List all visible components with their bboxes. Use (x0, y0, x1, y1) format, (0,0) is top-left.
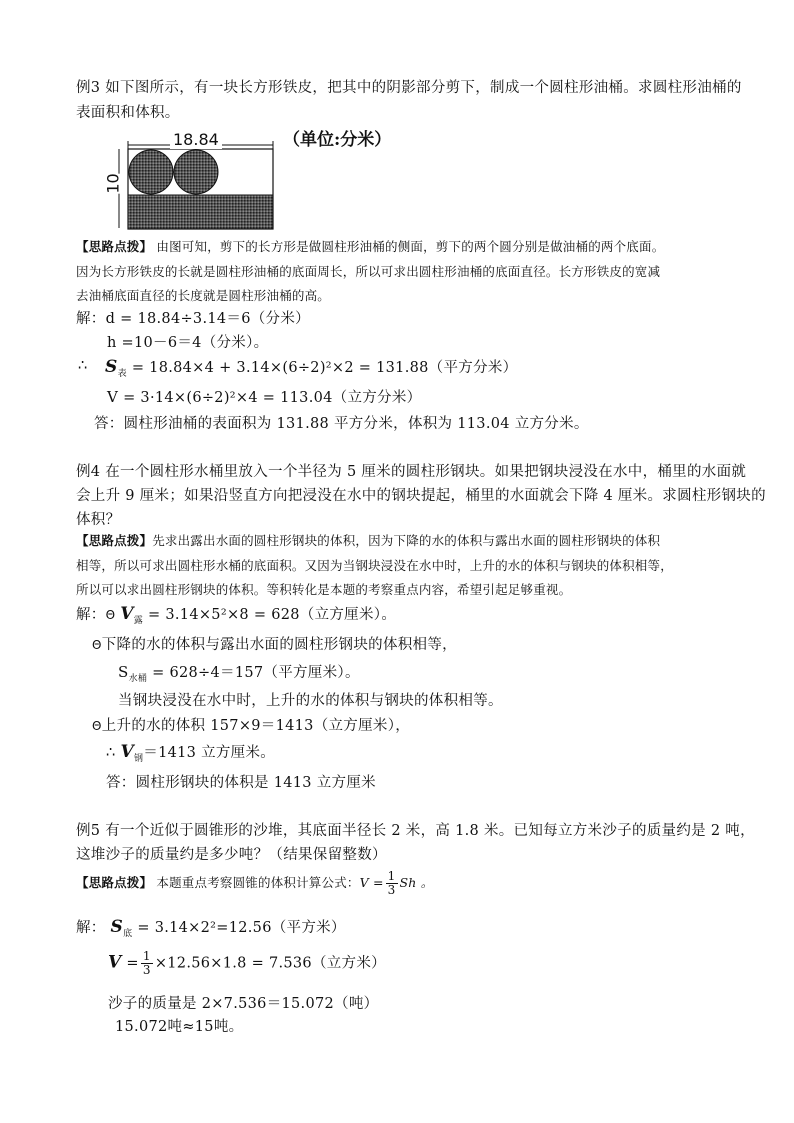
ex5-hint-label: 【思路点拨】 (76, 875, 153, 890)
ex4-solution-line6 (106, 741, 275, 764)
ex3-hint-line2: 因为长方形铁皮的长就是圆柱形油桶的底面周长，所以可求出圆柱形油桶的底面直径。长方形铁皮的宽减 (76, 264, 661, 279)
ex4-v-subscript: 露 (133, 615, 144, 626)
ex3-solution-surface (105, 356, 517, 379)
ex5-v-symbol: V (108, 952, 122, 973)
ex3-therefore-symbol: ∴ (78, 358, 88, 374)
ex5-v-expression: ×12.56×1.8 = 7.536（立方米） (154, 955, 386, 972)
ex4-hint-label: 【思路点拨】 (76, 533, 153, 548)
ex4-answer: 答：圆柱形钢块的体积是 1413 立方厘米 (106, 775, 376, 791)
ex5-v-fraction (141, 950, 153, 977)
ex5-hint-line1 (76, 870, 433, 897)
ex3-problem-line2: 表面积和体积。 (76, 105, 180, 121)
ex4-bullet-1: Θ (105, 608, 116, 622)
ex4-v2-expression: ＝1413 立方厘米。 (143, 745, 276, 761)
ex3-answer: 答：圆柱形油桶的表面积为 131.88 平方分米，体积为 113.04 立方分米。 (94, 416, 589, 432)
ex3-hint-line1 (76, 237, 664, 255)
ex4-hint-line2: 相等，所以可求出圆柱形水桶的底面积。又因为当钢块浸没在水中时，上升的水的体积与钢块的体积相等， (76, 558, 673, 573)
ex4-hint-line1 (76, 531, 660, 549)
ex4-s-symbol: S (118, 663, 129, 681)
ex5-v-denominator: 3 (142, 963, 151, 977)
ex5-problem-line2: 这堆沙子的质量约是多少吨？（结果保留整数） (76, 847, 387, 863)
ex5-formula-denominator: 3 (387, 883, 396, 897)
ex3-solution-d: d = 18.84÷3.14＝6（分米） (105, 311, 310, 327)
ex4-solution-line5 (92, 714, 410, 735)
ex3-v-symbol: V (107, 388, 119, 406)
ex4-bullet-2: Θ (92, 638, 102, 652)
ex4-solution-line1 (76, 603, 396, 626)
ex3-figure-width-label: 18.84 (170, 130, 222, 149)
ex5-solution-label: 解： (76, 920, 106, 936)
ex3-figure-unit: （单位:分米） (283, 130, 392, 150)
ex4-v-symbol: V (120, 604, 134, 624)
ex4-v2-subscript: 钢 (133, 753, 144, 764)
ex4-solution-text2: 下降的水的体积与露出水面的圆柱形钢块的体积相等， (101, 637, 457, 653)
ex4-solution-text5: 上升的水的体积 157×9＝1413（立方厘米）， (101, 718, 411, 734)
ex3-figure-height-label: 10 (103, 173, 123, 194)
ex5-s-expression: = 3.14×2²=12.56（平方米） (137, 920, 346, 936)
ex5-s-subscript: 底 (123, 928, 133, 939)
ex4-therefore-symbol: ∴ (106, 745, 116, 761)
ex5-formula-numerator: 1 (387, 869, 396, 883)
ex4-solution-line3 (118, 661, 360, 684)
ex3-hint-line3: 去油桶底面直径的长度就是圆柱形油桶的高。 (76, 288, 331, 303)
ex4-solution-line4: 当钢块浸没在水中时，上升的水的体积与钢块的体积相等。 (118, 693, 503, 709)
ex5-v-numerator: 1 (142, 949, 151, 963)
ex3-solution-label: 解： (76, 311, 106, 327)
ex5-solution-line4: 15.072吨≈15吨。 (115, 1019, 244, 1035)
ex5-s-symbol: S (110, 917, 124, 937)
ex4-v2-symbol: V (120, 742, 134, 762)
ex3-s-symbol: S (105, 357, 118, 377)
ex4-solution-label: 解： (76, 607, 106, 623)
ex4-v-expression: = 3.14×5²×8 = 628（立方厘米）。 (148, 607, 397, 623)
ex4-hint-line3: 所以可以求出圆柱形钢块的体积。等积转化是本题的考察重点内容，希望引起足够重视。 (76, 582, 572, 597)
ex3-s-subscript: 表 (117, 368, 127, 379)
ex4-s-expression: = 628÷4＝157（平方厘米）。 (152, 665, 360, 681)
ex5-solution-line3: 沙子的质量是 2×7.536＝15.072（吨） (108, 996, 379, 1012)
ex5-v-equals: = (126, 955, 139, 972)
ex5-formula-fraction (386, 870, 398, 897)
ex3-solution-line1 (76, 307, 310, 328)
ex4-solution-line2 (92, 633, 457, 654)
ex5-formula-rhs: Sh 。 (399, 875, 434, 890)
ex4-hint-text1: 先求出露出水面的圆柱形钢块的体积，因为下降的水的体积与露出水面的圆柱形钢块的体积 (152, 533, 661, 548)
ex3-problem-line1: 例3 如下图所示，有一块长方形铁皮，把其中的阴影部分剪下，制成一个圆柱形油桶。求圆柱形油桶的 (76, 80, 742, 96)
ex4-s-subscript: 水桶 (128, 673, 148, 684)
ex5-formula-lhs: V = (359, 875, 384, 890)
ex3-solution-h: h =10－6＝4（分米）。 (107, 335, 269, 351)
ex3-solution-volume (107, 386, 421, 407)
ex3-surface-expression: = 18.84×4 + 3.14×(6÷2)²×2 = 131.88（平方分米） (131, 360, 518, 376)
ex3-hint-label: 【思路点拨】 (76, 239, 153, 254)
ex3-hint-text1: 由图可知，剪下的长方形是做圆柱形油桶的侧面，剪下的两个圆分别是做油桶的两个底面。 (156, 239, 665, 254)
ex5-problem-line1: 例5 有一个近似于圆锥形的沙堆，其底面半径长 2 米，高 1.8 米。已知每立方米沙子的质量约是 2 吨， (76, 823, 755, 839)
ex4-problem-line2: 会上升 9 厘米；如果沿竖直方向把浸没在水中的钢块提起，桶里的水面就会下降 4 厘米。求圆柱形钢块的 (76, 488, 766, 504)
ex4-problem-line1: 例4 在一个圆柱形水桶里放入一个半径为 5 厘米的圆柱形钢块。如果把钢块浸没在水中，桶里的水面就 (76, 464, 747, 480)
ex5-hint-text: 本题重点考察圆锥的体积计算公式： (156, 875, 360, 890)
ex5-solution-line2 (108, 950, 386, 977)
ex3-volume-expression: = 3·14×(6÷2)²×4 = 113.04（立方分米） (123, 390, 422, 406)
ex4-problem-line3: 体积？ (76, 512, 121, 528)
ex4-bullet-3: Θ (92, 719, 102, 733)
ex5-solution-line1 (76, 916, 346, 939)
